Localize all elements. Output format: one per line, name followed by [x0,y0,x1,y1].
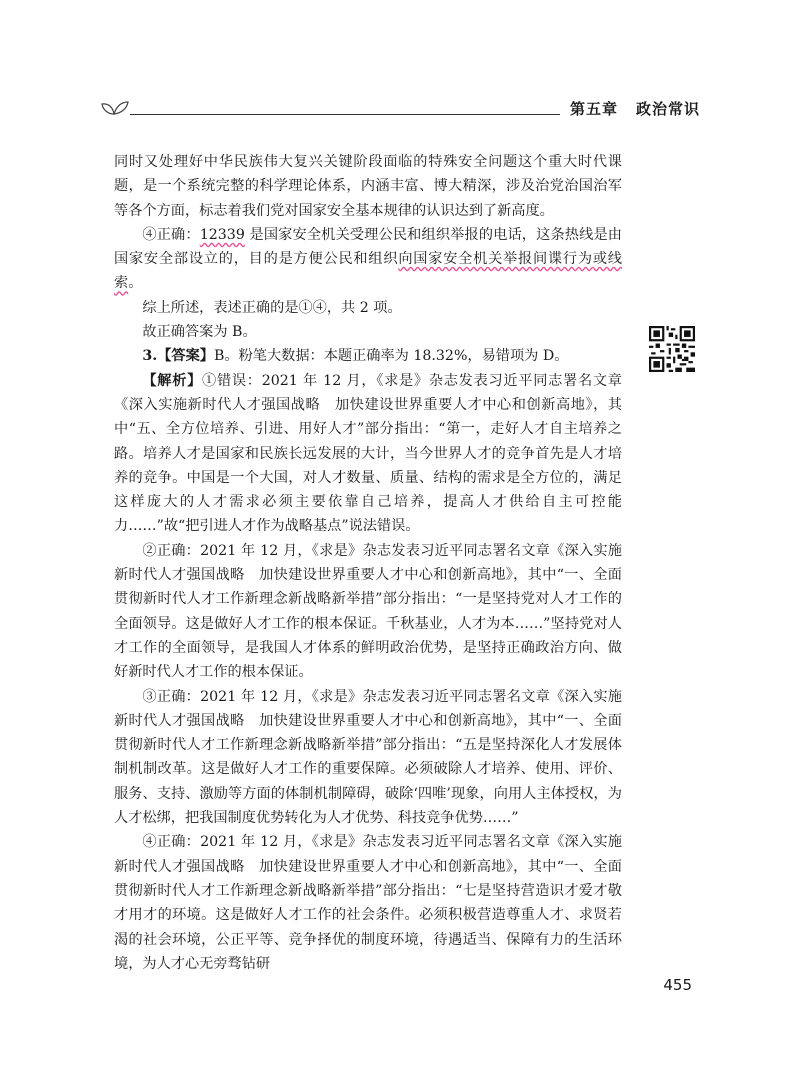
chapter-title [570,98,700,119]
main-text [114,150,622,976]
paragraph-4: 故正确答案为 B。 [142,324,257,341]
page-number: 455 [663,976,692,994]
paragraph-2 [114,223,622,296]
paragraph-9: ④正确：2021 年 12 月，《求是》杂志发表习近平同志署名文章《深入实施新时代人才强国战略 加快建设世界重要人才中心和创新高地》，其中“一、全面贯彻新时代人才工作新理念新战略新举措”部分指出：“七是坚持营造识才爱才敬才用才的环境。这是做好人才工作的社会条件。必须积极营造尊重人才、求贤若渴的社会环境，公正平等、竞争择优的制度环境，待遇适当、保障有力的生活环境，为人才心无旁骛钻研 [114,834,622,972]
analysis-paragraph [114,369,622,539]
header-rule [130,114,560,115]
analysis-label: 【解析】 [142,372,203,389]
answer-label: 3.【答案】 [142,348,214,365]
leaf-icon [100,98,130,118]
hotline-number: 12339 [199,226,245,243]
p2-lead: ④正确： [142,226,200,243]
answer-text: B。粉笔大数据：本题正确率为 18.32%，易错项为 D。 [213,348,569,365]
answer-paragraph [114,344,622,368]
paragraph-8: ③正确：2021 年 12 月，《求是》杂志发表习近平同志署名文章《深入实施新时代人才强国战略 加快建设世界重要人才中心和创新高地》，其中“一、全面贯彻新时代人才工作新理念新战略新举措”部分指出：“五是坚持深化人才发展体制机制改革。这是做好人才工作的重要保障。必须破除人才培养、使用、评价、服务、支持、激励等方面的体制机制障碍，破除‘四唯’现象，向用人主体授权，为人才松绑，把我国制度优势转化为人才优势、科技竞争优势……” [114,688,622,827]
chapter-number: 第五章 [569,100,618,118]
qr-code-icon[interactable] [649,326,695,372]
page-header [100,92,700,124]
paragraph-7: ②正确：2021 年 12 月，《求是》杂志发表习近平同志署名文章《深入实施新时代人才强国战略 加快建设世界重要人才中心和创新高地》，其中“一、全面贯彻新时代人才工作新理念新战略新举措”部分指出：“一是坚持党对人才工作的全面领导。这是做好人才工作的根本保证。千秋基业，人才为本……”坚持党对人才工作的全面领导，是我国人才体系的鲜明政治优势，是坚持正确政治方向、做好新时代人才工作的根本保证。 [114,542,622,681]
section-title: 政治常识 [635,100,700,118]
paragraph-3: 综上所述，表述正确的是①④，共 2 项。 [142,299,402,316]
analysis-text: ①错误：2021 年 12 月，《求是》杂志发表习近平同志署名文章《深入实施新时代人才强国战略 加快建设世界重要人才中心和创新高地》，其中“五、全方位培养、引进、用好人才”部分指出：“第一，走好人才自主培养之路。培养人才是国家和民族长远发展的大计，当今世界人才的竞争首先是人才培养的竞争。中国是一个大国，对人才数量、质量、结构的需求是全方位的，满足这样庞大的人才需求必须主要依靠自己培养，提高人才供给自主可控能力……”故“把引进人才作为战略基点”说法错误。 [114,372,622,535]
report-phrase: 向国家安全机关举报间谍行为或线索 [114,251,622,292]
p2-middle: 是国家安全机关受理公民和组织举报的电话，这条热线是由国家安全部设立的，目的是方便公民和组织 [114,226,622,268]
paragraph-1: 同时又处理好中华民族伟大复兴关键阶段面临的特殊安全问题这个重大时代课题，是一个系统完整的科学理论体系，内涵丰富、博大精深，涉及治党治国治军等各个方面，标志着我们党对国家安全基本规律的认识达到了新高度。 [114,154,622,219]
p2-end: 。 [128,275,143,292]
